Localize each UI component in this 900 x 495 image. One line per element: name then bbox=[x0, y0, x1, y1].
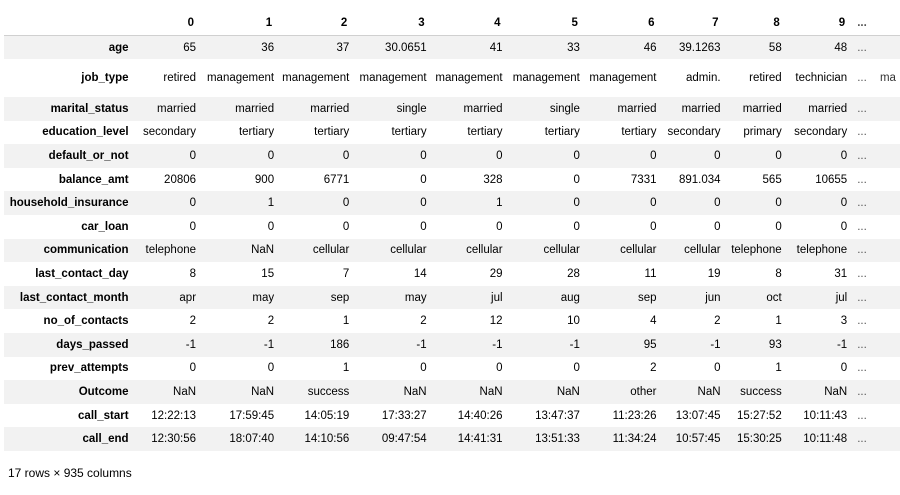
table-row bbox=[4, 121, 900, 145]
row-index-label: last_contact_month bbox=[19, 291, 129, 304]
table-cell: cellular bbox=[684, 244, 721, 257]
dataframe-table bbox=[4, 10, 900, 451]
table-cell: -1 bbox=[263, 338, 275, 351]
table-cell-truncated bbox=[876, 191, 900, 215]
table-cell: 19 bbox=[707, 268, 721, 281]
table-cell: 17:59:45 bbox=[229, 409, 275, 422]
table-cell: technician bbox=[795, 72, 848, 85]
row-index-label: Outcome bbox=[78, 386, 129, 399]
table-cell: cellular bbox=[312, 244, 350, 257]
table-cell: 0 bbox=[775, 197, 782, 210]
table-cell: 0 bbox=[840, 362, 848, 375]
shape-footer: 17 rows × 935 columns bbox=[8, 466, 132, 480]
table-cell: 0 bbox=[420, 220, 427, 233]
table-cell: 1 bbox=[342, 315, 350, 328]
table-cell: NaN bbox=[824, 386, 848, 399]
table-cell-truncated bbox=[876, 357, 900, 381]
table-row bbox=[4, 262, 900, 286]
table-cell-truncated bbox=[876, 262, 900, 286]
table-cell: 0 bbox=[189, 220, 197, 233]
table-cell: -1 bbox=[185, 338, 197, 351]
table-cell-truncated bbox=[876, 168, 900, 192]
table-cell: 0 bbox=[267, 150, 275, 163]
table-cell: 18:07:40 bbox=[229, 433, 275, 446]
table-cell: -1 bbox=[836, 338, 848, 351]
row-index-label: default_or_not bbox=[48, 150, 129, 163]
cell-ellipsis: ... bbox=[857, 220, 867, 233]
table-cell: 7 bbox=[342, 268, 350, 281]
table-cell: management bbox=[282, 72, 350, 85]
table-cell: 4 bbox=[650, 315, 657, 328]
table-cell: 0 bbox=[840, 150, 848, 163]
cell-ellipsis: ... bbox=[857, 150, 867, 163]
cell-ellipsis: ... bbox=[857, 41, 867, 54]
table-cell: 48 bbox=[834, 41, 848, 54]
table-cell: -1 bbox=[710, 338, 721, 351]
table-cell: aug bbox=[560, 291, 580, 304]
table-cell: 2 bbox=[420, 315, 427, 328]
table-cell: 1 bbox=[342, 362, 350, 375]
table-cell: 0 bbox=[496, 362, 503, 375]
column-header: 2 bbox=[278, 10, 353, 36]
table-cell: 37 bbox=[336, 41, 350, 54]
table-cell: 3 bbox=[840, 315, 848, 328]
row-index-label: car_loan bbox=[81, 220, 129, 233]
table-cell: 0 bbox=[840, 197, 848, 210]
table-cell: telephone bbox=[731, 244, 782, 257]
table-cell: management bbox=[206, 72, 275, 85]
table-cell: 95 bbox=[643, 338, 657, 351]
table-cell: cellular bbox=[620, 244, 657, 257]
table-cell: 12 bbox=[489, 315, 503, 328]
row-index-label: household_insurance bbox=[9, 197, 129, 210]
table-cell: -1 bbox=[569, 338, 580, 351]
table-cell: may bbox=[252, 291, 275, 304]
table-cell: 0 bbox=[840, 220, 848, 233]
table-row bbox=[4, 144, 900, 168]
table-cell: NaN bbox=[251, 386, 275, 399]
table-cell: 0 bbox=[714, 220, 721, 233]
table-cell: tertiary bbox=[621, 126, 657, 139]
table-cell: NaN bbox=[697, 386, 721, 399]
table-cell: 58 bbox=[768, 41, 782, 54]
table-cell: married bbox=[310, 102, 350, 115]
table-row bbox=[4, 380, 900, 404]
table-cell: telephone bbox=[145, 244, 197, 257]
table-cell: jul bbox=[835, 291, 848, 304]
table-cell: 565 bbox=[762, 173, 782, 186]
table-cell: married bbox=[617, 102, 657, 115]
cell-ellipsis: ... bbox=[857, 409, 867, 422]
table-cell: cellular bbox=[543, 244, 580, 257]
table-cell: secondary bbox=[794, 126, 848, 139]
table-row bbox=[4, 404, 900, 428]
table-cell: -1 bbox=[492, 338, 503, 351]
table-cell: 2 bbox=[650, 362, 657, 375]
table-row bbox=[4, 215, 900, 239]
column-header: 6 bbox=[584, 10, 661, 36]
table-cell: 2 bbox=[189, 315, 197, 328]
table-cell: 33 bbox=[567, 41, 580, 54]
table-cell: jun bbox=[705, 291, 721, 304]
table-cell: 900 bbox=[254, 173, 275, 186]
table-cell: admin. bbox=[686, 72, 721, 85]
table-cell: success bbox=[740, 386, 782, 399]
table-cell: 6771 bbox=[323, 173, 350, 186]
table-cell: 11:34:24 bbox=[612, 433, 657, 446]
cell-ellipsis: ... bbox=[857, 102, 867, 115]
table-cell: 0 bbox=[714, 197, 721, 210]
table-cell: cellular bbox=[390, 244, 427, 257]
table-cell: 0 bbox=[496, 220, 503, 233]
table-cell: 12:30:56 bbox=[151, 433, 197, 446]
table-body bbox=[4, 36, 900, 452]
table-row bbox=[4, 357, 900, 381]
table-cell: tertiary bbox=[544, 126, 580, 139]
table-cell: 0 bbox=[573, 197, 580, 210]
table-cell: 10655 bbox=[815, 173, 848, 186]
table-row bbox=[4, 333, 900, 357]
table-cell: tertiary bbox=[314, 126, 350, 139]
row-index-label: last_contact_day bbox=[35, 268, 129, 281]
dataframe-output bbox=[4, 10, 900, 451]
table-cell: 0 bbox=[420, 362, 427, 375]
row-index-label: education_level bbox=[42, 126, 129, 139]
table-cell: management bbox=[435, 72, 503, 85]
table-cell: oct bbox=[766, 291, 782, 304]
table-cell: 0 bbox=[775, 150, 782, 163]
table-cell: single bbox=[396, 102, 427, 115]
row-index-label: job_type bbox=[81, 72, 129, 85]
table-cell: secondary bbox=[667, 126, 721, 139]
table-cell: 14:10:56 bbox=[304, 433, 350, 446]
table-cell-truncated bbox=[876, 239, 900, 263]
table-cell: 0 bbox=[573, 220, 580, 233]
table-cell: management bbox=[589, 72, 657, 85]
table-cell: tertiary bbox=[391, 126, 427, 139]
row-index-label: call_start bbox=[78, 409, 129, 422]
table-cell: 14 bbox=[413, 268, 427, 281]
table-row bbox=[4, 239, 900, 263]
table-cell: 11 bbox=[644, 268, 657, 281]
table-cell: 93 bbox=[768, 338, 782, 351]
cell-ellipsis: ... bbox=[857, 338, 867, 351]
row-index-label: balance_amt bbox=[58, 173, 129, 186]
table-cell-truncated bbox=[876, 404, 900, 428]
table-cell-truncated bbox=[876, 333, 900, 357]
table-cell: 13:47:37 bbox=[535, 409, 580, 422]
table-cell: 0 bbox=[420, 197, 427, 210]
table-cell: 0 bbox=[650, 150, 657, 163]
table-cell: 0 bbox=[573, 173, 580, 186]
table-cell: 8 bbox=[775, 268, 782, 281]
table-cell: 0 bbox=[267, 220, 275, 233]
table-cell: 0 bbox=[189, 197, 197, 210]
table-cell: 13:51:33 bbox=[535, 433, 580, 446]
table-cell: 10:57:45 bbox=[675, 433, 721, 446]
index-header-corner bbox=[4, 10, 135, 36]
table-cell: married bbox=[742, 102, 782, 115]
table-cell-truncated bbox=[876, 121, 900, 145]
table-cell: success bbox=[307, 386, 350, 399]
column-header-extra bbox=[876, 10, 900, 36]
table-cell: 8 bbox=[189, 268, 197, 281]
table-cell: 1 bbox=[775, 315, 782, 328]
table-cell: 0 bbox=[650, 220, 657, 233]
table-cell-truncated bbox=[876, 286, 900, 310]
table-cell: 1 bbox=[496, 197, 503, 210]
table-cell: may bbox=[404, 291, 427, 304]
table-cell: 20806 bbox=[164, 173, 197, 186]
table-cell: married bbox=[463, 102, 503, 115]
table-cell: 10:11:48 bbox=[803, 433, 848, 446]
cell-ellipsis: ... bbox=[857, 197, 867, 210]
table-cell: 28 bbox=[567, 268, 580, 281]
cell-ellipsis: ... bbox=[857, 173, 867, 186]
table-cell: other bbox=[630, 386, 657, 399]
cell-ellipsis: ... bbox=[857, 433, 867, 446]
table-cell: jul bbox=[491, 291, 503, 304]
column-header: 1 bbox=[200, 10, 278, 36]
table-cell: 0 bbox=[573, 150, 580, 163]
table-row bbox=[4, 97, 900, 121]
table-cell: secondary bbox=[142, 126, 197, 139]
column-header: 0 bbox=[135, 10, 200, 36]
table-row bbox=[4, 286, 900, 310]
row-index-label: call_end bbox=[82, 433, 129, 446]
table-cell: 0 bbox=[342, 197, 350, 210]
table-cell-truncated bbox=[876, 427, 900, 451]
table-cell: 14:41:31 bbox=[457, 433, 503, 446]
table-cell: 0 bbox=[714, 150, 721, 163]
table-row bbox=[4, 191, 900, 215]
column-header: 4 bbox=[431, 10, 507, 36]
table-cell-truncated bbox=[876, 36, 900, 60]
table-cell-truncated bbox=[876, 309, 900, 333]
row-index-label: days_passed bbox=[56, 338, 129, 351]
table-cell: 30.0651 bbox=[385, 41, 427, 54]
table-cell: 1 bbox=[775, 362, 782, 375]
table-cell: married bbox=[681, 102, 721, 115]
table-cell: 2 bbox=[267, 315, 275, 328]
table-cell: cellular bbox=[466, 244, 503, 257]
table-cell: 11:23:26 bbox=[612, 409, 657, 422]
table-cell: 29 bbox=[489, 268, 503, 281]
table-cell: retired bbox=[749, 72, 782, 85]
table-cell: 10:11:43 bbox=[803, 409, 848, 422]
row-index-label: prev_attempts bbox=[49, 362, 129, 375]
table-cell: 31 bbox=[834, 268, 848, 281]
table-cell: 0 bbox=[189, 362, 197, 375]
table-cell: NaN bbox=[403, 386, 427, 399]
table-cell: 14:05:19 bbox=[304, 409, 350, 422]
table-cell: telephone bbox=[796, 244, 848, 257]
table-cell: primary bbox=[743, 126, 782, 139]
table-cell-truncated bbox=[876, 380, 900, 404]
table-cell: 328 bbox=[483, 173, 503, 186]
table-cell: 12:22:13 bbox=[151, 409, 197, 422]
table-cell: NaN bbox=[251, 244, 275, 257]
table-cell: NaN bbox=[173, 386, 197, 399]
table-cell: 0 bbox=[420, 150, 427, 163]
table-cell: 7331 bbox=[630, 173, 657, 186]
table-cell: 0 bbox=[342, 150, 350, 163]
table-cell: 186 bbox=[330, 338, 350, 351]
row-index-label: communication bbox=[43, 244, 129, 257]
table-cell: management bbox=[512, 72, 580, 85]
column-ellipsis-header: ... bbox=[851, 10, 876, 36]
table-cell: single bbox=[549, 102, 580, 115]
row-index-label: age bbox=[108, 41, 129, 54]
table-cell: married bbox=[157, 102, 197, 115]
table-cell: 0 bbox=[420, 173, 427, 186]
cell-ellipsis: ... bbox=[857, 386, 867, 399]
table-cell: married bbox=[808, 102, 848, 115]
table-cell: tertiary bbox=[467, 126, 503, 139]
table-row bbox=[4, 36, 900, 60]
table-cell: 14:40:26 bbox=[457, 409, 503, 422]
table-row bbox=[4, 59, 900, 97]
table-cell: sep bbox=[637, 291, 657, 304]
table-cell: 36 bbox=[261, 41, 275, 54]
table-cell: 0 bbox=[775, 220, 782, 233]
cell-ellipsis: ... bbox=[857, 315, 867, 328]
table-cell-truncated bbox=[876, 97, 900, 121]
table-cell: 09:47:54 bbox=[381, 433, 427, 446]
table-cell: retired bbox=[163, 72, 197, 85]
table-cell: 0 bbox=[714, 362, 721, 375]
table-cell-truncated: ma bbox=[879, 72, 896, 85]
table-cell-truncated bbox=[876, 215, 900, 239]
table-cell: 0 bbox=[342, 220, 350, 233]
row-index-label: no_of_contacts bbox=[43, 315, 129, 328]
cell-ellipsis: ... bbox=[857, 291, 867, 304]
table-cell-truncated bbox=[876, 144, 900, 168]
column-header: 7 bbox=[661, 10, 725, 36]
column-header: 9 bbox=[786, 10, 851, 36]
table-cell: 2 bbox=[714, 315, 721, 328]
table-row bbox=[4, 427, 900, 451]
table-cell: 15:30:25 bbox=[736, 433, 782, 446]
column-header: 8 bbox=[725, 10, 786, 36]
table-cell: 15:27:52 bbox=[736, 409, 782, 422]
table-cell: married bbox=[235, 102, 275, 115]
table-row bbox=[4, 168, 900, 192]
cell-ellipsis: ... bbox=[857, 244, 867, 257]
table-cell: 0 bbox=[573, 362, 580, 375]
table-cell: 17:33:27 bbox=[381, 409, 427, 422]
table-cell: 10 bbox=[567, 315, 580, 328]
table-cell: 0 bbox=[189, 150, 197, 163]
table-cell: 46 bbox=[643, 41, 657, 54]
cell-ellipsis: ... bbox=[857, 268, 867, 281]
table-cell: -1 bbox=[416, 338, 427, 351]
cell-ellipsis: ... bbox=[857, 126, 867, 139]
table-cell: tertiary bbox=[238, 126, 275, 139]
table-row bbox=[4, 309, 900, 333]
table-cell: 1 bbox=[267, 197, 275, 210]
column-header: 3 bbox=[353, 10, 430, 36]
table-cell: 13:07:45 bbox=[675, 409, 721, 422]
table-cell: 39.1263 bbox=[678, 41, 721, 54]
cell-ellipsis: ... bbox=[857, 362, 867, 375]
table-cell: 15 bbox=[261, 268, 275, 281]
table-cell: 0 bbox=[267, 362, 275, 375]
table-cell: 65 bbox=[183, 41, 197, 54]
table-cell: NaN bbox=[479, 386, 503, 399]
cell-ellipsis: ... bbox=[857, 72, 867, 85]
table-cell: 0 bbox=[650, 197, 657, 210]
table-cell: sep bbox=[330, 291, 350, 304]
row-index-label: marital_status bbox=[50, 102, 129, 115]
table-cell: 891.034 bbox=[678, 173, 721, 186]
header-row bbox=[4, 10, 900, 36]
table-cell: NaN bbox=[556, 386, 580, 399]
table-cell: 41 bbox=[489, 41, 503, 54]
table-cell: management bbox=[359, 72, 427, 85]
table-cell: apr bbox=[179, 291, 197, 304]
column-header: 5 bbox=[507, 10, 584, 36]
table-cell: 0 bbox=[496, 150, 503, 163]
